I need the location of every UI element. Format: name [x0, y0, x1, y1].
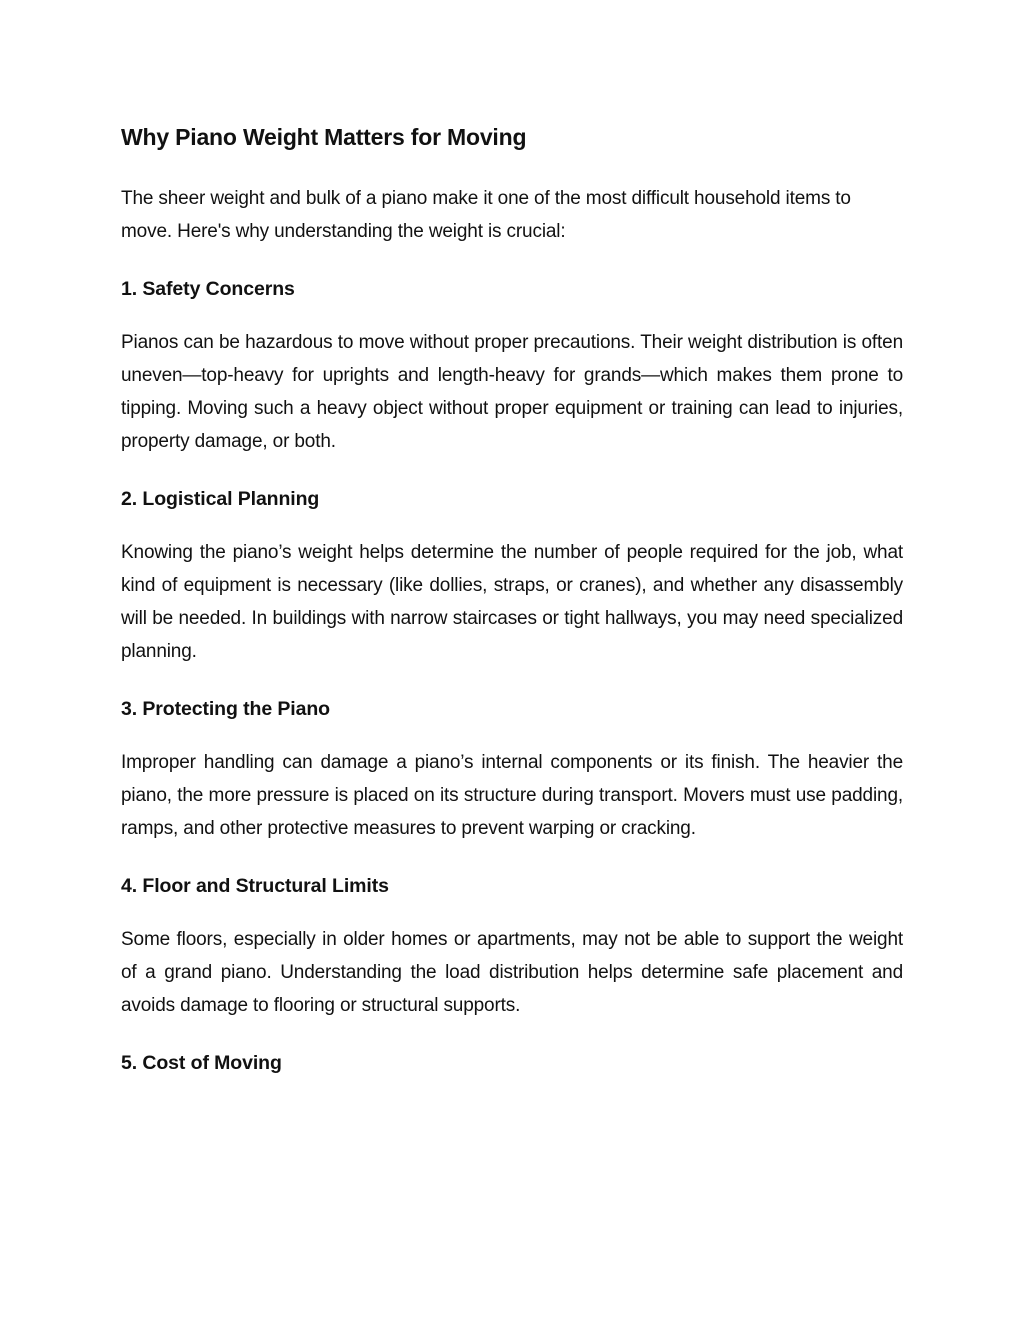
section-body-protecting: Improper handling can damage a piano’s internal components or its finish. The heavier the piano, the more pressure is placed on its structure during transport. Movers must use padding, ramps, and other protective measures to prevent warping or cracking.: [121, 752, 903, 839]
section-heading-logistics: 2. Logistical Planning: [121, 488, 320, 510]
document-page: [121, 120, 903, 1100]
section-heading-cost: 5. Cost of Moving: [121, 1052, 282, 1074]
section-heading-floor-limits: 4. Floor and Structural Limits: [121, 875, 389, 897]
section-heading-safety: 1. Safety Concerns: [121, 278, 295, 300]
page-title: Why Piano Weight Matters for Moving: [121, 124, 527, 150]
section-body-safety: Pianos can be hazardous to move without proper precautions. Their weight distribution is often uneven—top-heavy for uprights and length-heavy for grands—which makes them prone to tipping. Moving such a heavy object without proper equipment or training can lead to injuries, property damage, or both.: [121, 332, 903, 452]
section-body-floor-limits: Some floors, especially in older homes or apartments, may not be able to support the weight of a grand piano. Understanding the load distribution helps determine safe placement and avoids damage to flooring or structural supports.: [121, 929, 903, 1016]
section-heading-protecting: 3. Protecting the Piano: [121, 698, 330, 720]
section-body-logistics: Knowing the piano’s weight helps determine the number of people required for the job, what kind of equipment is necessary (like dollies, straps, or cranes), and whether any disassembly will be needed. In buildings with narrow staircases or tight hallways, you may need specialized planning.: [121, 542, 903, 662]
intro-paragraph: The sheer weight and bulk of a piano make it one of the most difficult household items to move. Here's why understanding the weight is crucial:: [121, 188, 851, 242]
